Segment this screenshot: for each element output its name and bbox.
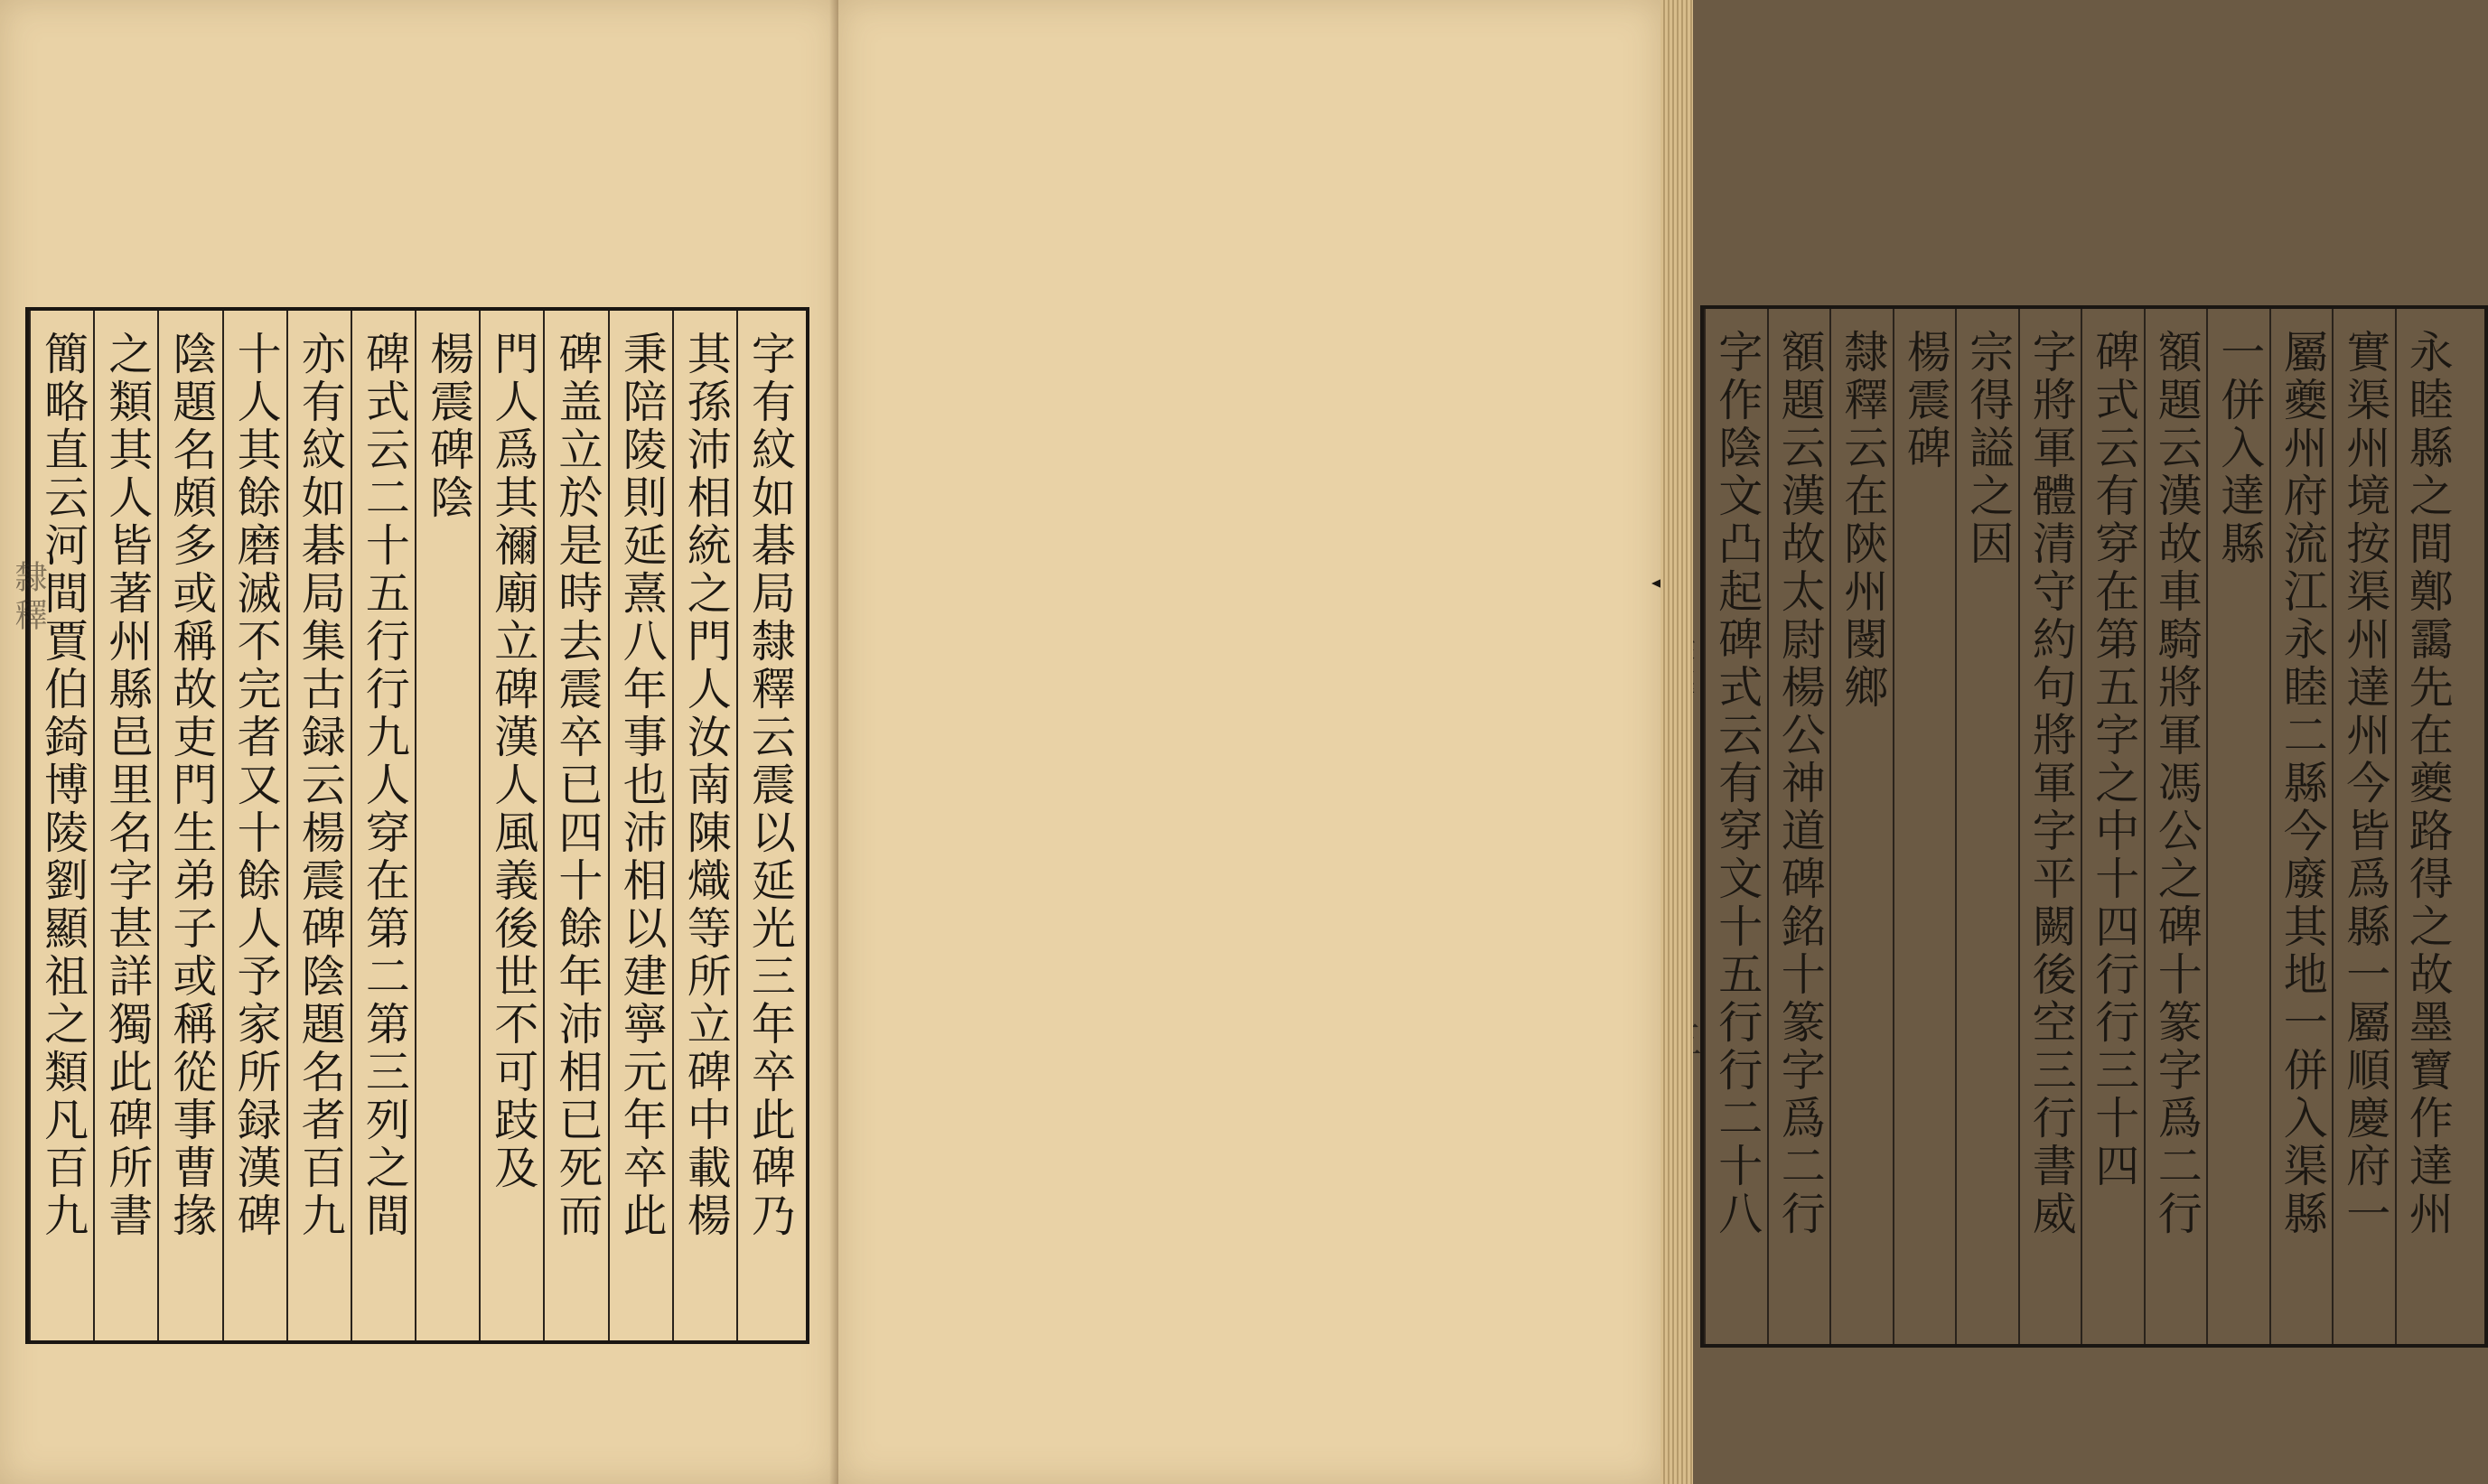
text-column <box>2144 309 2207 1344</box>
text-column <box>2332 309 2395 1344</box>
text-column <box>2206 309 2269 1344</box>
column-text: 之類其人皆著州縣邑里名字甚詳獨此碑所書 <box>101 331 154 1240</box>
left-page <box>0 0 838 1484</box>
text-column <box>2018 309 2081 1344</box>
column-text: 字作陰文凸起碑式云有穿文十五行行二十八 <box>1711 329 1763 1238</box>
right-text-frame <box>1700 305 2488 1348</box>
column-text: 十人其餘磨滅不完者又十餘人予家所録漢碑 <box>230 331 283 1240</box>
column-text: 屬夔州府流江永睦二縣今廢其地一併入渠縣 <box>2277 329 2329 1238</box>
text-column <box>222 311 286 1340</box>
text-column <box>1829 309 1893 1344</box>
column-text: 隸釋云在陝州閿鄉 <box>1837 329 1889 712</box>
column-text: 楊震碑 <box>1900 329 1952 472</box>
column-text: 實渠州境按渠州達州今皆爲縣一屬順慶府一 <box>2339 329 2391 1238</box>
column-text: 簡略直云河間賈伯錡博陵劉顯祖之類凡百九 <box>37 331 89 1240</box>
page-edges <box>1660 0 1693 1484</box>
text-column <box>1955 309 2018 1344</box>
column-text: 字將軍體清守約句將軍字平闕後空三行書威 <box>2025 329 2078 1238</box>
column-text: 額題云漢故車騎將軍馮公之碑十篆字爲二行 <box>2151 329 2203 1238</box>
text-column <box>672 311 736 1340</box>
text-column <box>286 311 351 1340</box>
column-text: 額題云漢故太尉楊公神道碑銘十篆字爲二行 <box>1774 329 1827 1238</box>
text-column <box>1704 309 1767 1344</box>
right-page <box>838 0 2455 1484</box>
left-text-frame <box>25 307 809 1344</box>
column-text: 一併入達縣 <box>2213 329 2266 568</box>
column-text: 永睦縣之間鄭靄先在夔路得之故墨寶作達州 <box>2402 329 2455 1238</box>
left-margin-label: 隸釋 <box>10 560 47 636</box>
text-column <box>2269 309 2333 1344</box>
column-text: 秉陪陵則延熹八年事也沛相以建寧元年卒此 <box>616 331 669 1240</box>
text-column <box>2395 309 2458 1344</box>
text-column <box>415 311 479 1340</box>
column-text: 碑盖立於是時去震卒已四十餘年沛相已死而 <box>551 331 603 1240</box>
text-column <box>1767 309 1830 1344</box>
column-text: 字有紋如碁局隸釋云震以延光三年卒此碑乃 <box>744 331 797 1240</box>
column-text: 碑式云有穿在第五字之中十四行行三十四 <box>2088 329 2140 1190</box>
text-column <box>736 311 800 1340</box>
column-text: 其孫沛相統之門人汝南陳熾等所立碑中載楊 <box>680 331 733 1240</box>
column-text: 亦有紋如碁局集古録云楊震碑陰題名者百九 <box>295 331 347 1240</box>
text-column <box>479 311 543 1340</box>
text-column <box>543 311 607 1340</box>
column-text: 碑式云二十五行行九人穿在第二第三列之間 <box>359 331 411 1240</box>
text-column <box>2081 309 2144 1344</box>
column-text: 陰題名頗多或稱故吏門生弟子或稱從事曹掾 <box>165 331 218 1240</box>
text-column <box>29 311 93 1340</box>
text-column <box>1893 309 1956 1344</box>
text-column <box>608 311 672 1340</box>
text-column <box>157 311 221 1340</box>
column-text: 門人爲其禰廟立碑漢人風義後世不可跂及 <box>487 331 539 1192</box>
text-column <box>351 311 415 1340</box>
text-column <box>93 311 157 1340</box>
column-text: 宗得謚之因 <box>1962 329 2015 568</box>
column-text: 楊震碑陰 <box>423 331 475 522</box>
